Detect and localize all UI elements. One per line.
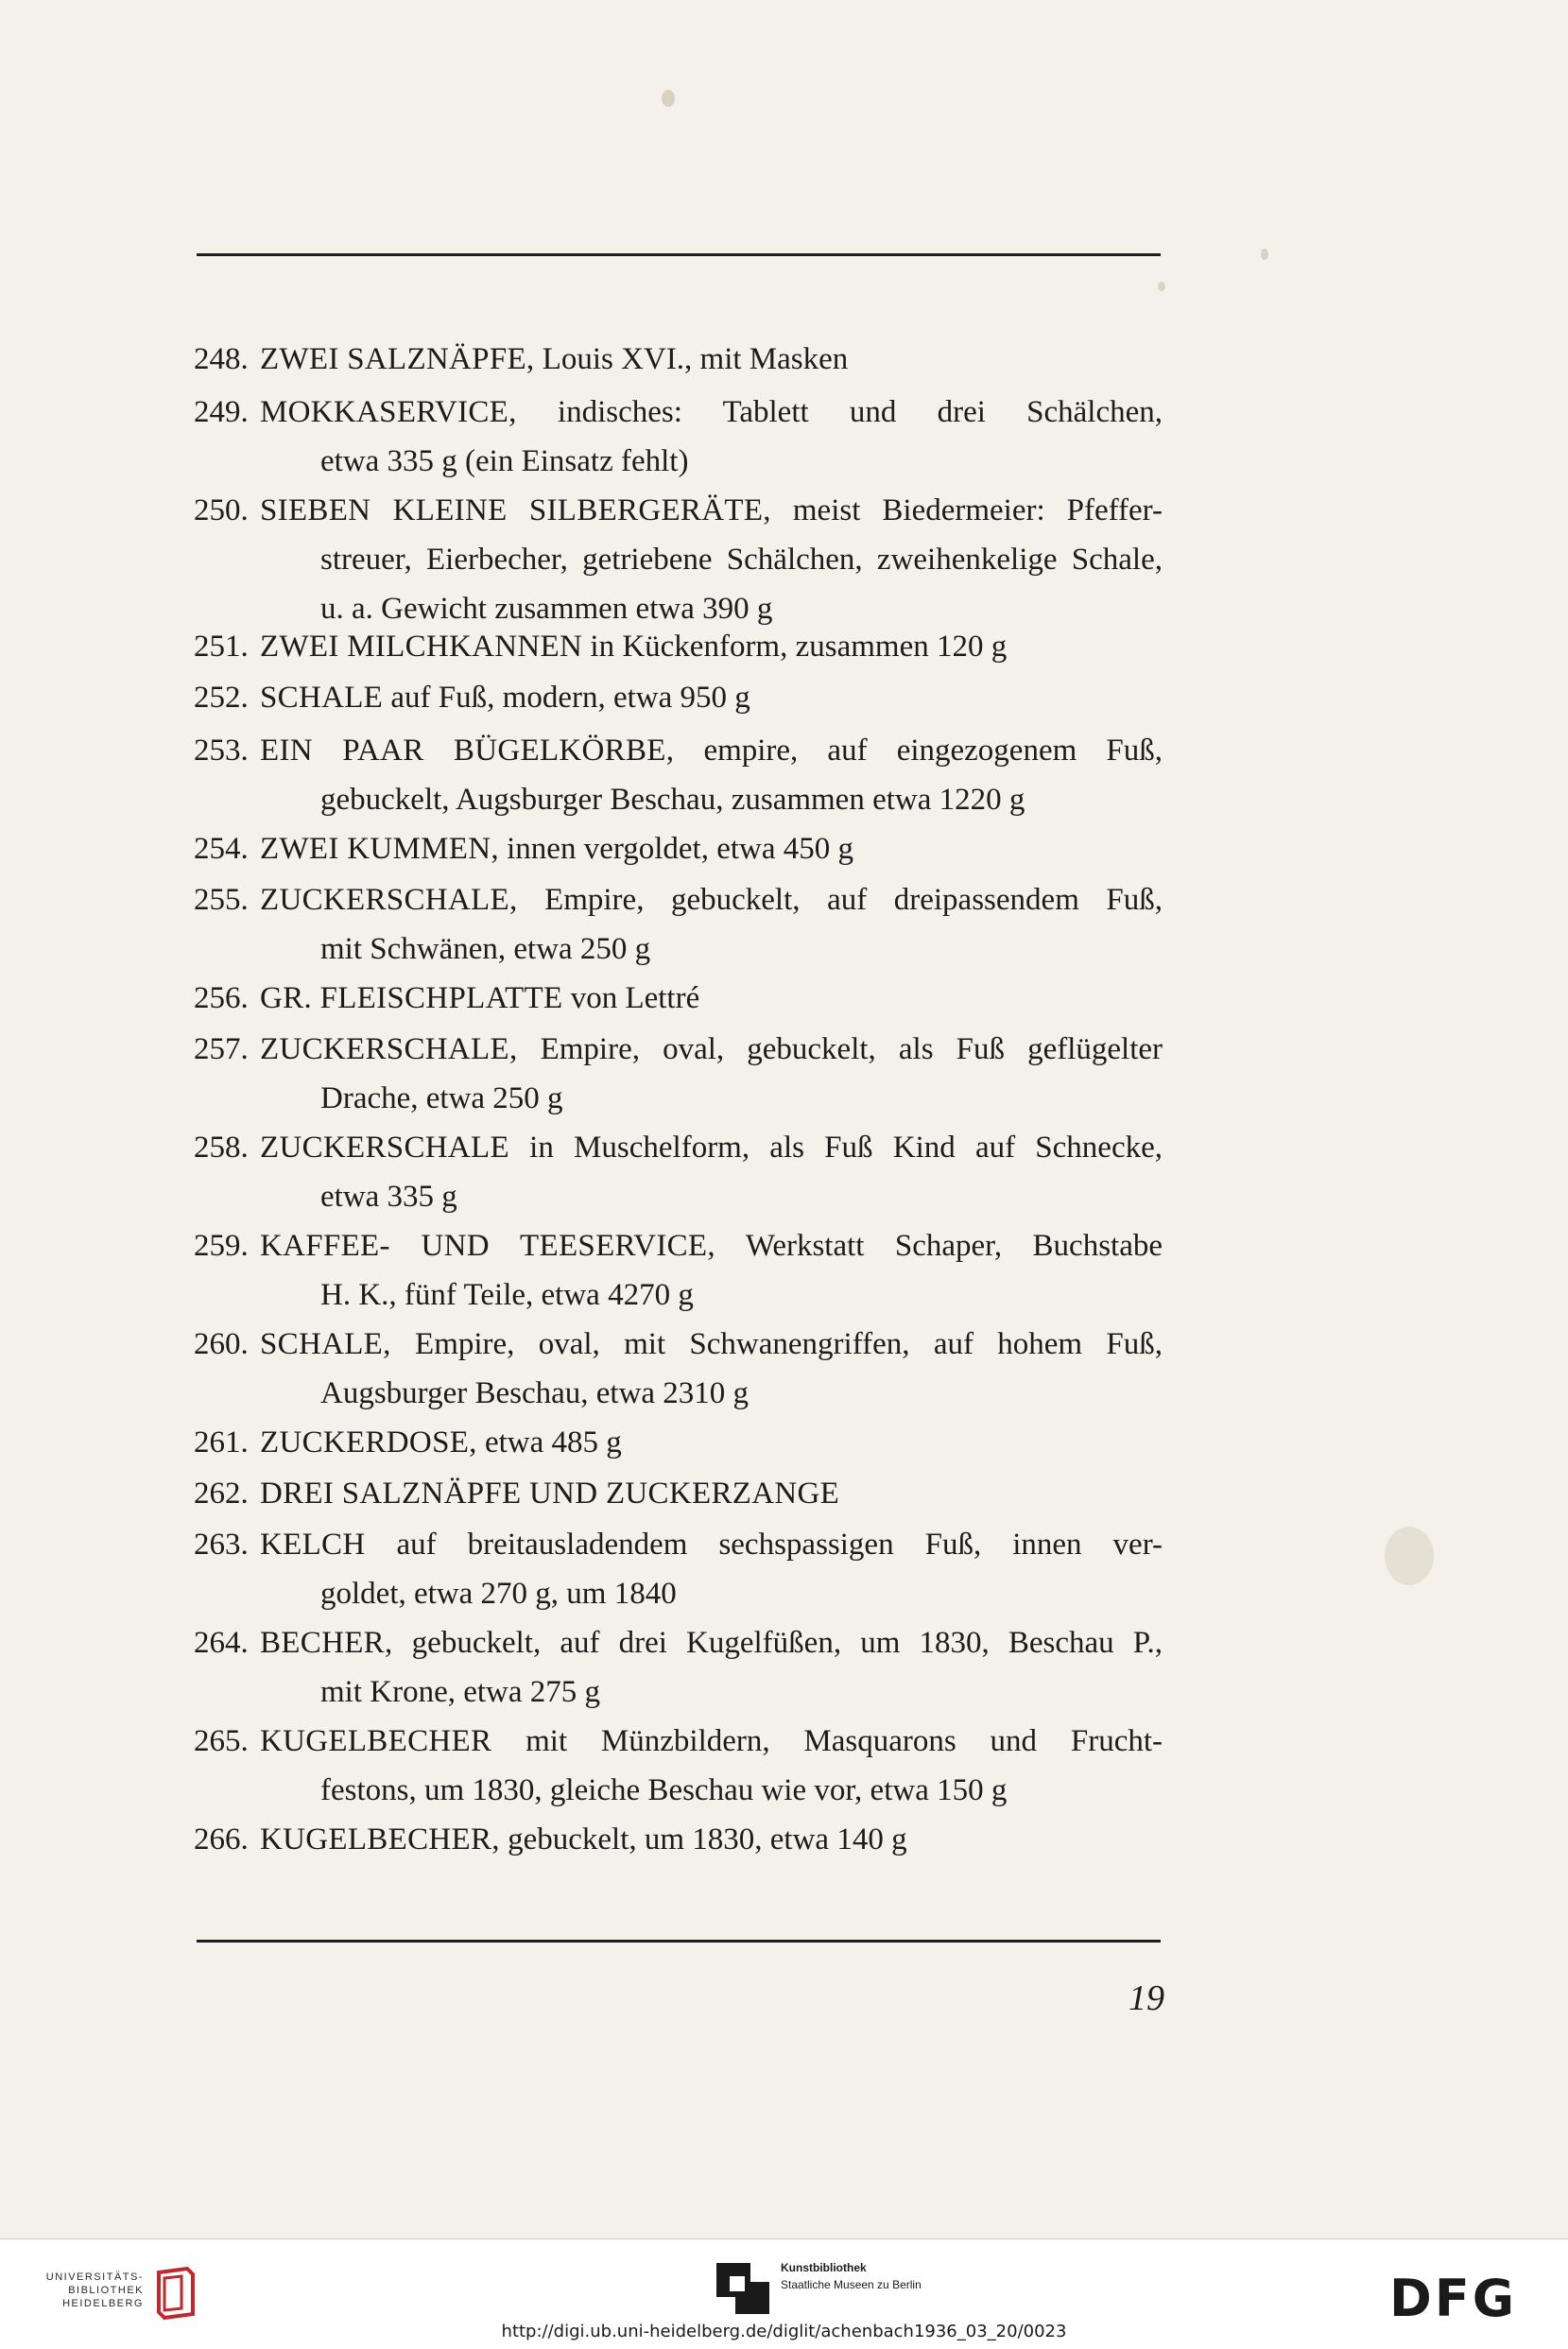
entry-number: 257. bbox=[194, 1032, 249, 1066]
entry-number: 252. bbox=[194, 681, 249, 715]
entry-number: 255. bbox=[194, 883, 249, 917]
entry-description: Werkstatt Schaper, Buchstabe bbox=[745, 1229, 1163, 1263]
entry-description: etwa 485 g bbox=[484, 1425, 622, 1459]
entry-continuation-line: etwa 335 g (ein Einsatz fehlt) bbox=[320, 444, 689, 478]
entry-number: 261. bbox=[194, 1425, 249, 1459]
entry-first-line bbox=[260, 1221, 1163, 1270]
entry-number: 250. bbox=[194, 493, 249, 527]
entry-heading: ZWEI SALZNÄPFE, bbox=[260, 342, 535, 376]
entry-continuation-line: streuer, Eierbecher, getriebene Schälchen, zweihenkelige Schale, bbox=[320, 543, 1163, 577]
entry-first-line bbox=[260, 1520, 1163, 1569]
footer-divider bbox=[0, 2238, 1568, 2239]
entry-continuation-line: H. K., fünf Teile, etwa 4270 g bbox=[320, 1278, 694, 1312]
page-number: 19 bbox=[1129, 1978, 1164, 2018]
entry-first-line bbox=[260, 622, 1163, 671]
entry-description: Empire, gebuckelt, auf dreipassendem Fuß, bbox=[544, 883, 1163, 917]
entry-continuation-line: mit Schwänen, etwa 250 g bbox=[320, 932, 651, 966]
dfg-logo[interactable]: DFG bbox=[1389, 2269, 1518, 2328]
entry-description: in Kückenform, zusammen 120 g bbox=[590, 630, 1008, 664]
entry-description: indisches: Tablett und drei Schälchen, bbox=[557, 395, 1163, 429]
entry-number: 253. bbox=[194, 734, 249, 768]
entry-heading: SCHALE, bbox=[260, 1327, 391, 1361]
entry-first-line bbox=[260, 1025, 1163, 1074]
entry-description: innen vergoldet, etwa 450 g bbox=[507, 832, 854, 866]
entry-heading: KUGELBECHER, bbox=[260, 1822, 500, 1857]
entry-number: 264. bbox=[194, 1626, 249, 1660]
entry-continuation-line: Augsburger Beschau, etwa 2310 g bbox=[320, 1376, 750, 1410]
source-url-link[interactable]: http://digi.ub.uni-heidelberg.de/diglit/achenbach1936_03_20/0023 bbox=[501, 2322, 1067, 2341]
entry-continuation-line: mit Krone, etwa 275 g bbox=[320, 1675, 601, 1709]
entry-continuation-line: gebuckelt, Augsburger Beschau, zusammen etwa 1220 g bbox=[320, 783, 1025, 817]
entry-description: gebuckelt, um 1830, etwa 140 g bbox=[508, 1822, 907, 1857]
entry-heading: ZWEI KUMMEN, bbox=[260, 832, 499, 866]
entry-heading: SIEBEN KLEINE SILBERGERÄTE, bbox=[260, 493, 771, 527]
entry-number: 258. bbox=[194, 1131, 249, 1165]
entry-heading: KAFFEE- UND TEESERVICE, bbox=[260, 1229, 715, 1263]
entry-description: Empire, oval, gebuckelt, als Fuß geflügelter bbox=[540, 1032, 1163, 1066]
entry-continuation-line: Drache, etwa 250 g bbox=[320, 1081, 563, 1115]
entry-first-line bbox=[260, 1717, 1163, 1766]
entry-number: 266. bbox=[194, 1822, 249, 1857]
entry-number: 254. bbox=[194, 832, 249, 866]
entry-description: in Muschelform, als Fuß Kind auf Schnecke, bbox=[529, 1131, 1163, 1165]
entry-heading: ZUCKERSCHALE, bbox=[260, 1032, 518, 1066]
entry-description: Empire, oval, mit Schwanengriffen, auf hohem Fuß, bbox=[415, 1327, 1163, 1361]
entry-heading: MOKKASERVICE, bbox=[260, 395, 517, 429]
entry-first-line bbox=[260, 1320, 1163, 1369]
entry-heading: ZUCKERSCHALE, bbox=[260, 883, 518, 917]
entry-first-line bbox=[260, 1123, 1163, 1172]
kunstbibliothek-emblem-icon bbox=[716, 2263, 771, 2314]
entry-number: 248. bbox=[194, 342, 249, 376]
entry-continuation-line: etwa 335 g bbox=[320, 1180, 457, 1214]
entry-number: 256. bbox=[194, 981, 249, 1015]
entry-first-line bbox=[260, 486, 1163, 535]
entry-heading: DREI SALZNÄPFE UND ZUCKERZANGE bbox=[260, 1477, 840, 1511]
university-logo-line: BIBLIOTHEK bbox=[68, 2285, 144, 2296]
entry-first-line bbox=[260, 335, 1163, 384]
entry-number: 262. bbox=[194, 1477, 249, 1511]
university-logo-line: UNIVERSITÄTS- bbox=[45, 2271, 144, 2283]
entry-heading: EIN PAAR BÜGELKÖRBE, bbox=[260, 734, 675, 768]
entry-continuation-line: u. a. Gewicht zusammen etwa 390 g bbox=[320, 592, 773, 626]
entry-description: mit Münzbildern, Masquarons und Frucht- bbox=[526, 1724, 1163, 1758]
entry-heading: ZUCKERDOSE, bbox=[260, 1425, 477, 1459]
entry-number: 251. bbox=[194, 630, 249, 664]
entry-continuation-line: festons, um 1830, gleiche Beschau wie vor, etwa 150 g bbox=[320, 1773, 1008, 1807]
kunstbibliothek-title: Kunstbibliothek bbox=[781, 2261, 867, 2274]
entry-description: meist Biedermeier: Pfeffer- bbox=[792, 493, 1163, 527]
entry-heading: KUGELBECHER bbox=[260, 1724, 492, 1758]
entry-heading: KELCH bbox=[260, 1528, 366, 1562]
entry-number: 260. bbox=[194, 1327, 249, 1361]
entry-description: gebuckelt, auf drei Kugelfüßen, um 1830, Beschau P., bbox=[411, 1626, 1163, 1660]
entry-first-line bbox=[260, 388, 1163, 437]
entry-heading: ZWEI MILCHKANNEN bbox=[260, 630, 583, 664]
entry-number: 259. bbox=[194, 1229, 249, 1263]
entry-number: 263. bbox=[194, 1528, 249, 1562]
entry-first-line bbox=[260, 974, 1163, 1023]
entry-continuation-line: goldet, etwa 270 g, um 1840 bbox=[320, 1577, 677, 1611]
entry-heading: ZUCKERSCHALE bbox=[260, 1131, 509, 1165]
university-emblem-icon bbox=[149, 2267, 202, 2322]
entry-first-line bbox=[260, 726, 1163, 775]
entry-heading: SCHALE bbox=[260, 681, 384, 715]
entry-first-line bbox=[260, 1469, 1163, 1518]
entry-first-line bbox=[260, 824, 1163, 873]
entry-description: empire, auf eingezogenem Fuß, bbox=[703, 734, 1163, 768]
entry-first-line bbox=[260, 1618, 1163, 1667]
entry-number: 249. bbox=[194, 395, 249, 429]
entry-description: Louis XVI., mit Masken bbox=[542, 342, 849, 376]
entry-first-line bbox=[260, 875, 1163, 924]
entry-heading: GR. FLEISCHPLATTE bbox=[260, 981, 563, 1015]
entry-first-line bbox=[260, 673, 1163, 722]
entry-first-line bbox=[260, 1815, 1163, 1864]
university-library-logo[interactable] bbox=[21, 2267, 200, 2323]
entry-heading: BECHER, bbox=[260, 1626, 393, 1660]
entry-first-line bbox=[260, 1418, 1163, 1467]
entry-description: auf breitausladendem sechspassigen Fuß, innen ver- bbox=[396, 1528, 1163, 1562]
bottom-rule bbox=[197, 1940, 1161, 1943]
university-logo-line: HEIDELBERG bbox=[62, 2298, 144, 2309]
entry-description: auf Fuß, modern, etwa 950 g bbox=[390, 681, 750, 715]
viewer-footer bbox=[0, 2238, 1568, 2349]
entry-number: 265. bbox=[194, 1724, 249, 1758]
entry-description: von Lettré bbox=[570, 981, 700, 1015]
kunstbibliothek-logo[interactable] bbox=[716, 2259, 943, 2316]
kunstbibliothek-subtitle: Staatliche Museen zu Berlin bbox=[781, 2278, 922, 2291]
